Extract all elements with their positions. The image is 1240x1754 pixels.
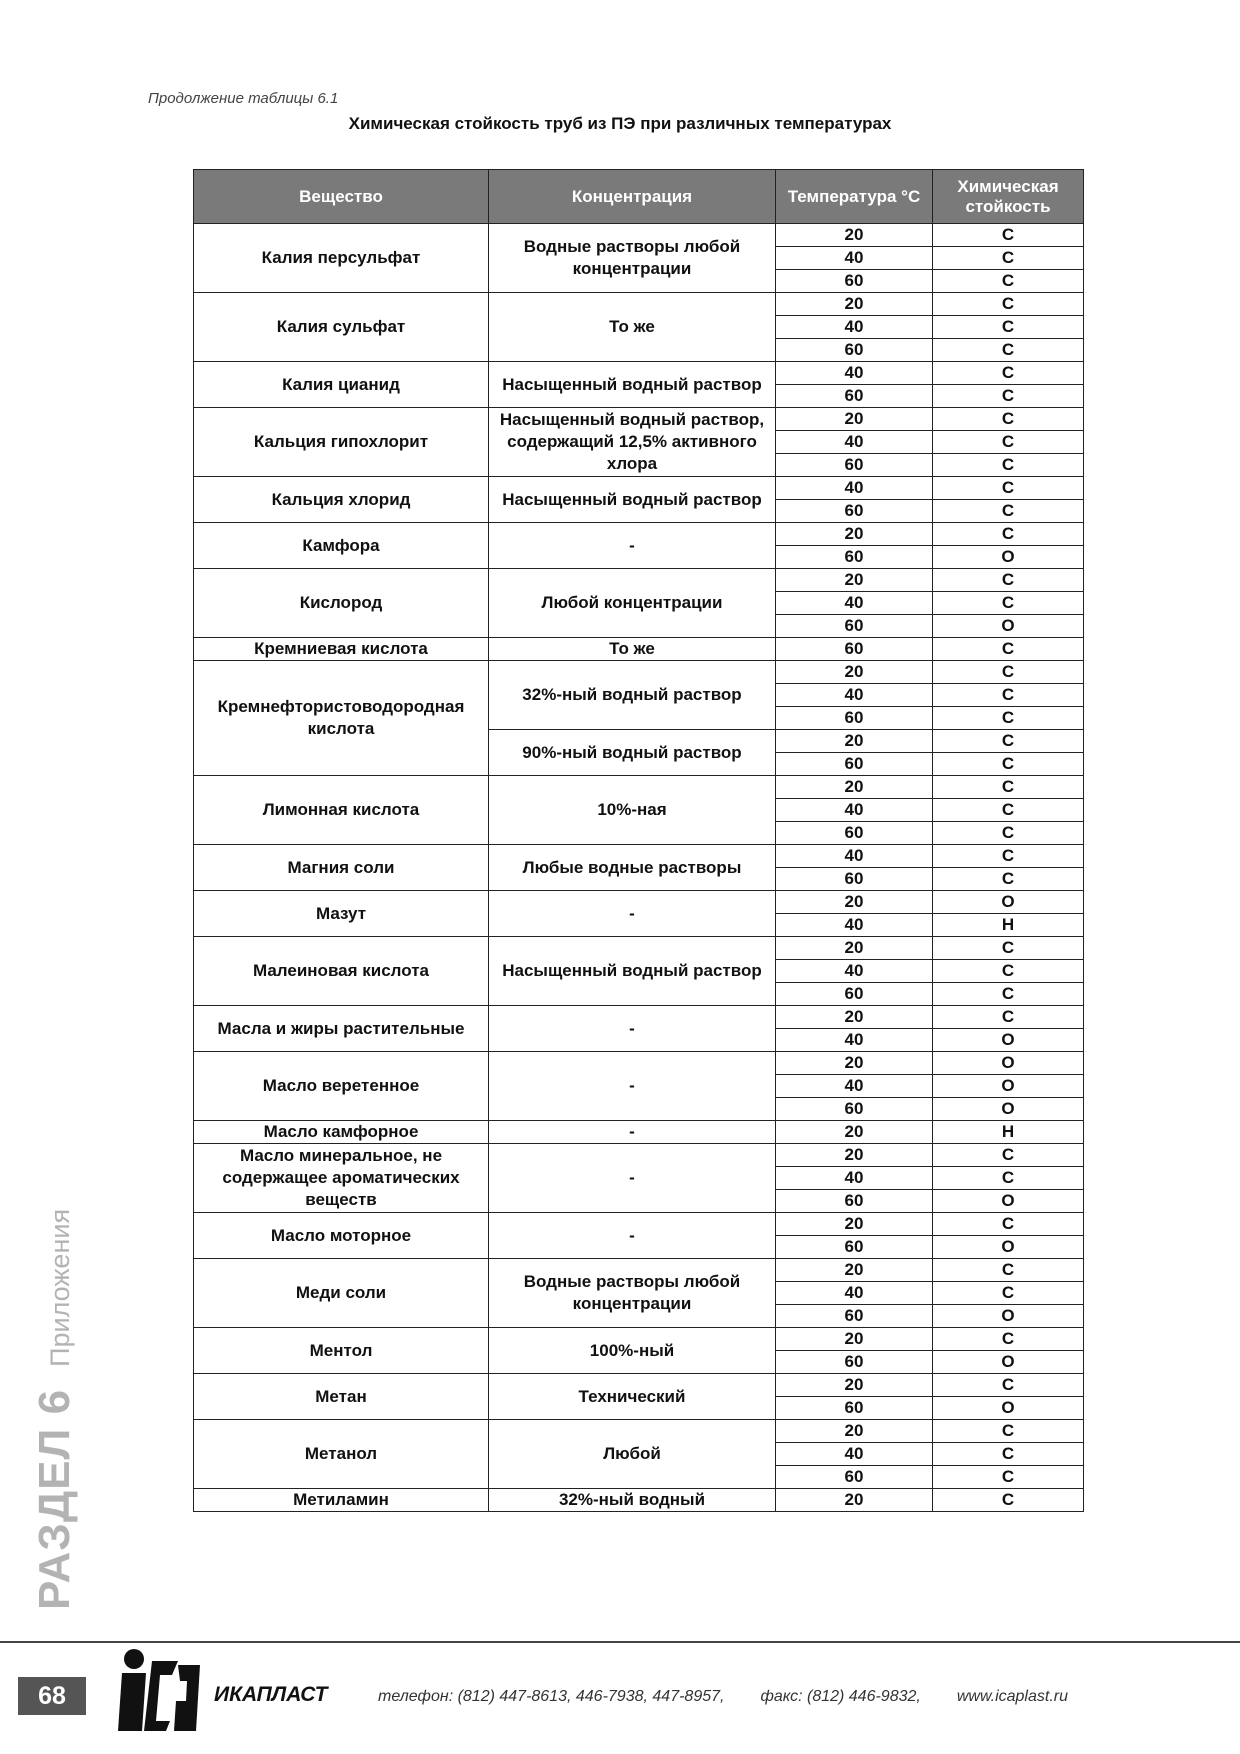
resistance-cell: С [933, 730, 1084, 753]
resistance-cell: С [933, 385, 1084, 408]
resistance-cell: С [933, 638, 1084, 661]
temperature-cell: 40 [776, 1282, 933, 1305]
concentration-cell: - [489, 523, 776, 569]
concentration-cell: - [489, 1006, 776, 1052]
concentration-cell: Насыщенный водный раствор [489, 477, 776, 523]
temperature-cell: 60 [776, 707, 933, 730]
resistance-cell: С [933, 661, 1084, 684]
temperature-cell: 20 [776, 1259, 933, 1282]
table-row [194, 523, 1084, 546]
temperature-cell: 60 [776, 1397, 933, 1420]
temperature-cell: 20 [776, 569, 933, 592]
resistance-cell: О [933, 891, 1084, 914]
temperature-cell: 20 [776, 730, 933, 753]
resistance-cell: С [933, 339, 1084, 362]
resistance-cell: Н [933, 914, 1084, 937]
temperature-cell: 60 [776, 868, 933, 891]
section-sidebar [30, 1209, 80, 1610]
temperature-cell: 60 [776, 822, 933, 845]
resistance-cell: С [933, 1466, 1084, 1489]
resistance-cell: О [933, 546, 1084, 569]
concentration-cell: Технический [489, 1374, 776, 1420]
resistance-cell: О [933, 1029, 1084, 1052]
header-resistance: Химическая стойкость [933, 170, 1084, 224]
resistance-cell: С [933, 592, 1084, 615]
temperature-cell: 20 [776, 1121, 933, 1144]
temperature-cell: 20 [776, 776, 933, 799]
table-row [194, 1328, 1084, 1351]
temperature-cell: 20 [776, 523, 933, 546]
resistance-cell: С [933, 408, 1084, 431]
resistance-cell: С [933, 316, 1084, 339]
resistance-cell: С [933, 707, 1084, 730]
resistance-cell: С [933, 362, 1084, 385]
resistance-cell: С [933, 523, 1084, 546]
concentration-cell: - [489, 1144, 776, 1213]
resistance-cell: Н [933, 1121, 1084, 1144]
resistance-cell: С [933, 1259, 1084, 1282]
substance-cell: Калия сульфат [194, 293, 489, 362]
resistance-cell: С [933, 1443, 1084, 1466]
temperature-cell: 20 [776, 224, 933, 247]
temperature-cell: 20 [776, 1006, 933, 1029]
resistance-cell: О [933, 1075, 1084, 1098]
substance-cell: Мазут [194, 891, 489, 937]
substance-cell: Калия персульфат [194, 224, 489, 293]
temperature-cell: 60 [776, 983, 933, 1006]
header-concentration: Концентрация [489, 170, 776, 224]
temperature-cell: 40 [776, 431, 933, 454]
concentration-cell: - [489, 891, 776, 937]
concentration-cell: 90%-ный водный раствор [489, 730, 776, 776]
temperature-cell: 60 [776, 546, 933, 569]
page-number: 68 [18, 1677, 86, 1715]
substance-cell: Метиламин [194, 1489, 489, 1512]
temperature-cell: 40 [776, 362, 933, 385]
temperature-cell: 40 [776, 1443, 933, 1466]
resistance-cell: С [933, 1167, 1084, 1190]
temperature-cell: 40 [776, 960, 933, 983]
resistance-cell: С [933, 822, 1084, 845]
header-substance: Вещество [194, 170, 489, 224]
concentration-cell: 10%-ная [489, 776, 776, 845]
concentration-cell: - [489, 1052, 776, 1121]
temperature-cell: 60 [776, 385, 933, 408]
concentration-cell: Любые водные растворы [489, 845, 776, 891]
table-row [194, 661, 1084, 684]
table-row [194, 776, 1084, 799]
footer-fax: факс: (812) 446-9832, [760, 1688, 921, 1705]
temperature-cell: 20 [776, 1374, 933, 1397]
table-row [194, 1213, 1084, 1236]
temperature-cell: 60 [776, 753, 933, 776]
temperature-cell: 40 [776, 914, 933, 937]
resistance-cell: С [933, 477, 1084, 500]
resistance-cell: О [933, 1351, 1084, 1374]
resistance-cell: С [933, 1328, 1084, 1351]
resistance-cell: С [933, 799, 1084, 822]
table-continuation-caption: Продолжение таблицы 6.1 [148, 90, 339, 107]
resistance-cell: С [933, 1420, 1084, 1443]
temperature-cell: 20 [776, 1052, 933, 1075]
table-row [194, 937, 1084, 960]
footer-phone: телефон: (812) 447-8613, 446-7938, 447-8957, [378, 1688, 725, 1705]
temperature-cell: 20 [776, 1213, 933, 1236]
concentration-cell: Любой концентрации [489, 569, 776, 638]
resistance-cell: С [933, 960, 1084, 983]
resistance-cell: С [933, 983, 1084, 1006]
temperature-cell: 60 [776, 500, 933, 523]
substance-cell: Масло минеральное, не содержащее ароматических веществ [194, 1144, 489, 1213]
table-row [194, 1420, 1084, 1443]
resistance-cell: С [933, 1489, 1084, 1512]
table-header-row [194, 170, 1084, 224]
resistance-cell: С [933, 845, 1084, 868]
substance-cell: Метанол [194, 1420, 489, 1489]
temperature-cell: 20 [776, 1328, 933, 1351]
resistance-cell: О [933, 1236, 1084, 1259]
resistance-cell: С [933, 753, 1084, 776]
resistance-cell: С [933, 454, 1084, 477]
resistance-cell: С [933, 569, 1084, 592]
header-temperature: Температура °С [776, 170, 933, 224]
temperature-cell: 40 [776, 1029, 933, 1052]
table-row [194, 891, 1084, 914]
temperature-cell: 60 [776, 339, 933, 362]
footer-contacts [378, 1688, 1104, 1706]
temperature-cell: 20 [776, 293, 933, 316]
resistance-cell: О [933, 1052, 1084, 1075]
table-row [194, 1259, 1084, 1282]
resistance-cell: С [933, 1144, 1084, 1167]
table-row [194, 1374, 1084, 1397]
chemical-resistance-table [193, 169, 1084, 1512]
substance-cell: Кремнефтористоводородная кислота [194, 661, 489, 776]
temperature-cell: 60 [776, 1466, 933, 1489]
temperature-cell: 60 [776, 1236, 933, 1259]
table-row [194, 477, 1084, 500]
resistance-cell: С [933, 247, 1084, 270]
substance-cell: Кислород [194, 569, 489, 638]
table-row [194, 224, 1084, 247]
substance-cell: Ментол [194, 1328, 489, 1374]
resistance-cell: С [933, 224, 1084, 247]
table-row [194, 638, 1084, 661]
concentration-cell: Водные растворы любой концентрации [489, 224, 776, 293]
resistance-cell: С [933, 431, 1084, 454]
substance-cell: Метан [194, 1374, 489, 1420]
concentration-cell: Насыщенный водный раствор [489, 362, 776, 408]
resistance-cell: С [933, 1213, 1084, 1236]
substance-cell: Масла и жиры растительные [194, 1006, 489, 1052]
temperature-cell: 40 [776, 799, 933, 822]
concentration-cell: - [489, 1121, 776, 1144]
temperature-cell: 20 [776, 1420, 933, 1443]
substance-cell: Кремниевая кислота [194, 638, 489, 661]
table-row [194, 1489, 1084, 1512]
resistance-cell: С [933, 293, 1084, 316]
substance-cell: Масло веретенное [194, 1052, 489, 1121]
temperature-cell: 20 [776, 661, 933, 684]
concentration-cell: - [489, 1213, 776, 1259]
temperature-cell: 40 [776, 684, 933, 707]
temperature-cell: 40 [776, 1075, 933, 1098]
table-row [194, 1144, 1084, 1167]
concentration-cell: Насыщенный водный раствор, содержащий 12,5% активного хлора [489, 408, 776, 477]
substance-cell: Кальция гипохлорит [194, 408, 489, 477]
concentration-cell: Насыщенный водный раствор [489, 937, 776, 1006]
temperature-cell: 40 [776, 592, 933, 615]
temperature-cell: 40 [776, 1167, 933, 1190]
substance-cell: Камфора [194, 523, 489, 569]
table-row [194, 293, 1084, 316]
resistance-cell: С [933, 776, 1084, 799]
temperature-cell: 60 [776, 454, 933, 477]
substance-cell: Масло камфорное [194, 1121, 489, 1144]
substance-cell: Кальция хлорид [194, 477, 489, 523]
temperature-cell: 20 [776, 1489, 933, 1512]
table-body [194, 224, 1084, 1512]
resistance-cell: С [933, 270, 1084, 293]
resistance-cell: О [933, 615, 1084, 638]
table-title: Химическая стойкость труб из ПЭ при различных температурах [348, 114, 892, 133]
temperature-cell: 40 [776, 316, 933, 339]
brand-name: ИКАПЛАСТ [214, 1683, 328, 1706]
resistance-cell: С [933, 1374, 1084, 1397]
substance-cell: Меди соли [194, 1259, 489, 1328]
temperature-cell: 40 [776, 477, 933, 500]
concentration-cell: 100%-ный [489, 1328, 776, 1374]
concentration-cell: 32%-ный водный раствор [489, 661, 776, 730]
section-subtitle: Приложения [45, 1208, 75, 1367]
resistance-cell: О [933, 1305, 1084, 1328]
substance-cell: Лимонная кислота [194, 776, 489, 845]
substance-cell: Магния соли [194, 845, 489, 891]
temperature-cell: 40 [776, 845, 933, 868]
temperature-cell: 60 [776, 1351, 933, 1374]
table-row [194, 408, 1084, 431]
temperature-cell: 40 [776, 247, 933, 270]
substance-cell: Малеиновая кислота [194, 937, 489, 1006]
temperature-cell: 60 [776, 1190, 933, 1213]
resistance-cell: О [933, 1190, 1084, 1213]
table-row [194, 1052, 1084, 1075]
resistance-cell: С [933, 937, 1084, 960]
concentration-cell: 32%-ный водный [489, 1489, 776, 1512]
temperature-cell: 20 [776, 891, 933, 914]
substance-cell: Масло моторное [194, 1213, 489, 1259]
temperature-cell: 60 [776, 638, 933, 661]
concentration-cell: То же [489, 293, 776, 362]
concentration-cell: Водные растворы любой концентрации [489, 1259, 776, 1328]
resistance-cell: О [933, 1098, 1084, 1121]
footer-website[interactable]: www.icaplast.ru [956, 1688, 1068, 1705]
resistance-cell: С [933, 1282, 1084, 1305]
table-row [194, 1121, 1084, 1144]
concentration-cell: То же [489, 638, 776, 661]
concentration-cell: Любой [489, 1420, 776, 1489]
resistance-cell: С [933, 868, 1084, 891]
table-row [194, 362, 1084, 385]
temperature-cell: 20 [776, 937, 933, 960]
temperature-cell: 60 [776, 270, 933, 293]
temperature-cell: 20 [776, 408, 933, 431]
temperature-cell: 60 [776, 615, 933, 638]
footer-divider [0, 1641, 1240, 1643]
section-label: РАЗДЕЛ 6 [30, 1388, 79, 1610]
resistance-cell: С [933, 500, 1084, 523]
resistance-cell: С [933, 684, 1084, 707]
table-row [194, 569, 1084, 592]
substance-cell: Калия цианид [194, 362, 489, 408]
table-row [194, 845, 1084, 868]
resistance-cell: О [933, 1397, 1084, 1420]
resistance-cell: С [933, 1006, 1084, 1029]
temperature-cell: 60 [776, 1098, 933, 1121]
icaplast-logo-icon [116, 1645, 202, 1735]
temperature-cell: 60 [776, 1305, 933, 1328]
table-row [194, 1006, 1084, 1029]
temperature-cell: 20 [776, 1144, 933, 1167]
